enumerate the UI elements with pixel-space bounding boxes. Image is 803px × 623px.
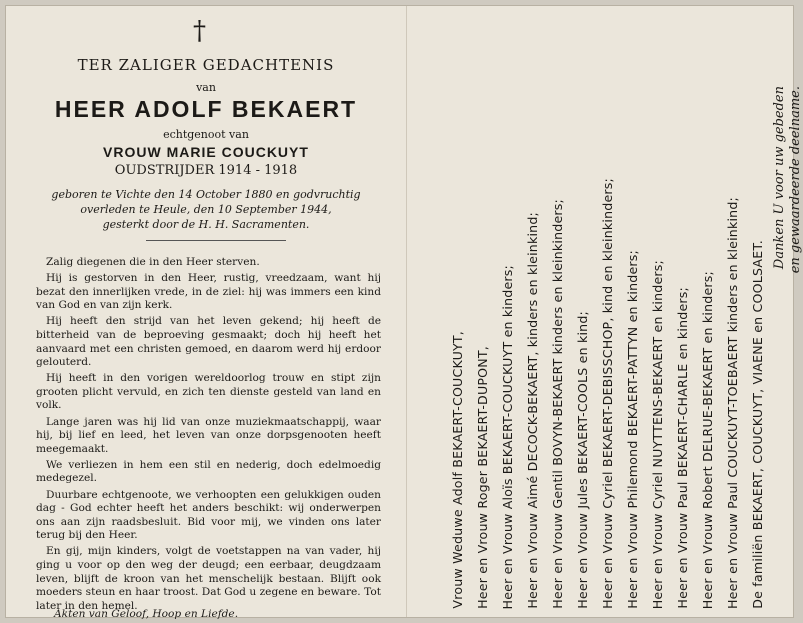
deceased-name: HEER ADOLF BEKAERT — [54, 96, 358, 122]
paragraph: Duurbare echtgenoote, we verhoopten een gelukkigen ouden dag - God echter heeft het anders beschikt: wij onderwerpen ons aan zijn raadsbesluit. Bid voor mij, we vinden ons later terug bij den Heer. — [36, 488, 381, 542]
family-line: Heer en Vrouw Cyriel BEKAERT-DEBISSCHOP, kind en kleinkinders; — [600, 178, 615, 609]
birth-line-1: geboren te Vichte den 14 October 1880 en godvruchtig — [51, 188, 361, 201]
family-line: Heer en Vrouw Philemond BEKAERT-PATTYN en kinders; — [625, 250, 640, 609]
paragraph: Zalig diegenen die in den Heer sterven. — [46, 256, 260, 268]
family-line: Heer en Vrouw Gentil BOVYN-BEKAERT kinders en kleinkinders; — [550, 199, 565, 609]
memorial-text — [36, 256, 381, 616]
family-line: Heer en Vrouw Roger BEKAERT-DUPONT, — [475, 346, 490, 609]
veteran-line: OUDSTRIJDER 1914 - 1918 — [114, 163, 298, 178]
paragraph: We verliezen in hem een stil en nederig, doch edelmoedig medegezel. — [36, 458, 381, 485]
cross-icon: † — [193, 16, 206, 46]
family-panel — [406, 6, 803, 617]
family-line: Heer en Vrouw Aimé DECOCK-BEKAERT, kinders en kleinkind; — [525, 212, 540, 609]
family-line: Heer en Vrouw Cyriel NUYTTENS-BEKAERT en kinders; — [650, 259, 665, 609]
birth-line-3: gesterkt door de H. H. Sacramenten. — [102, 218, 310, 231]
family-line: Heer en Vrouw Paul COUCKUYT-TOEBAERT kinders en kleinkind; — [725, 196, 740, 609]
paragraph: Lange jaren was hij lid van onze muziekmaatschappij, waar hij, bij lief en leed, het leven van onze dorpsgenooten heeft meegemaakt. — [36, 415, 381, 455]
thanks-line-1: Danken U voor uw gebeden — [772, 86, 787, 270]
memorial-title: TER ZALIGER GEDACHTENIS — [77, 56, 335, 74]
paragraph: Hij is gestorven in den Heer, rustig, vreedzaam, want hij bezat den innerlijken vrede, in de ziel: hij was immers een kind van God en van zijn kerk. — [36, 272, 381, 312]
memorial-card — [6, 6, 803, 620]
memorial-left-panel — [6, 6, 407, 620]
spouse-name: VROUW MARIE COUCKUYT — [103, 144, 309, 160]
family-line: Vrouw Weduwe Adolf BEKAERT-COUCKUYT, — [450, 331, 465, 609]
family-line: De familiën BEKAERT, COUCKUYT, VIAENE en COOLSAET. — [750, 240, 765, 609]
family-line: Heer en Vrouw Paul BEKAERT-CHARLE en kinders; — [675, 287, 690, 609]
family-line: Heer en Vrouw Jules BEKAERT-COOLS en kind; — [575, 311, 590, 609]
divider — [146, 240, 286, 241]
paragraph: En gij, mijn kinders, volgt de voetstappen na van vader, hij ging u voor op den weg der deugd; een eerbaar, deugdzaam leven, blijft de kroon van het menschelijk bestaan. Blijft ook moeders steun en haar troost. Dat God u zegene en beware. Tot later in den hemel. — [36, 545, 381, 612]
paragraph: Hij heeft in den vorigen wereldoorlog trouw en stipt zijn grooten plicht vervuld, en zich ten dienste gesteld van land en volk. — [36, 372, 381, 412]
family-line: Heer en Vrouw Aloïs BEKAERT-COUCKUYT en kinders; — [500, 264, 515, 609]
thanks-line-2: en gewaardeerde deelname. — [788, 86, 803, 274]
birth-line-2: overleden te Heule, den 10 September 1944, — [80, 203, 332, 216]
paragraph: Hij heeft den strijd van het leven gekend; hij heeft de bitterheid van de beproeving gesmaakt; doch hij heeft het aanvaard met een christen gemoed, en daarom werd hij erdoor gelouterd. — [36, 315, 381, 369]
family-line: Heer en Vrouw Robert DELRUE-BEKAERT en kinders; — [700, 270, 715, 609]
spouse-intro: echtgenoot van — [163, 128, 249, 141]
van-label: van — [196, 81, 216, 94]
closing-prayer: Akten van Geloof, Hoop en Liefde. — [54, 608, 239, 620]
